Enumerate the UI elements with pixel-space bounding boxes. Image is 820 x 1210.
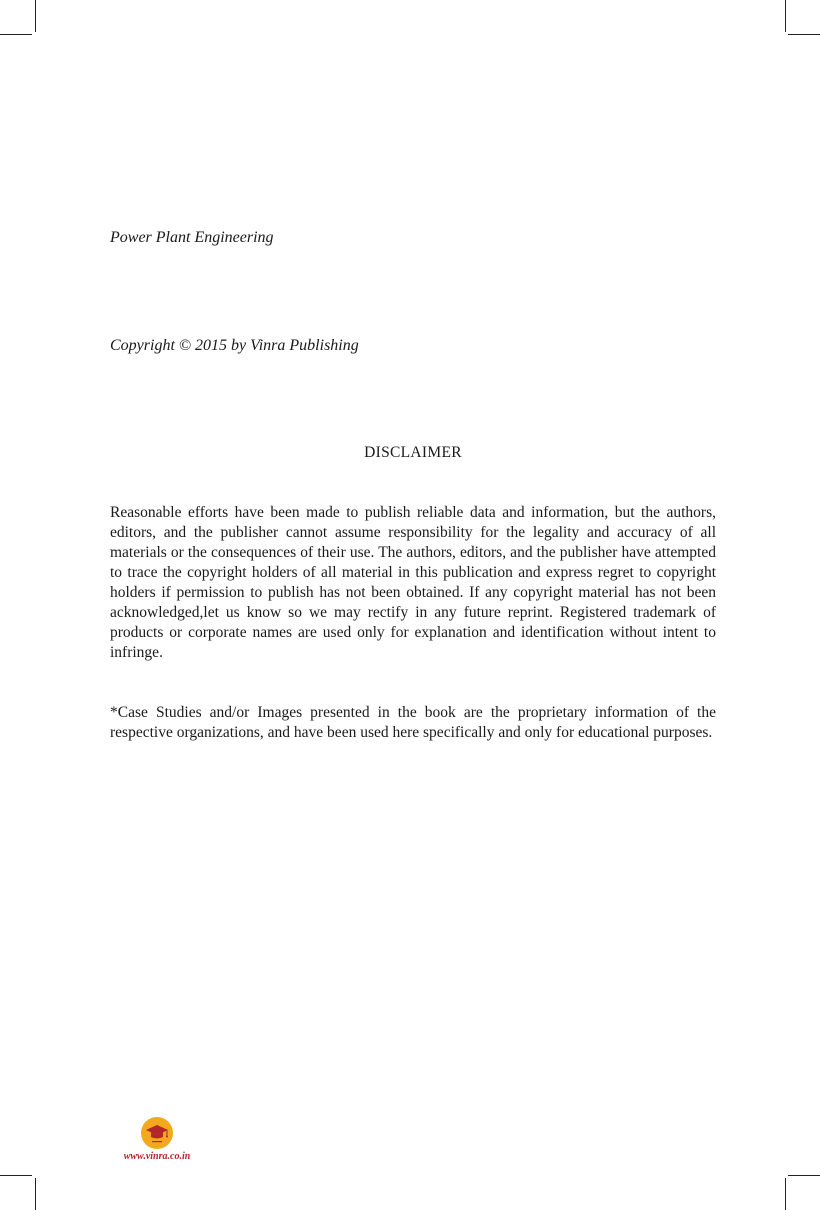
copyright-notice: Copyright © 2015 by Vinra Publishing [110, 337, 359, 354]
crop-mark-top-right-horizontal [788, 34, 820, 35]
crop-mark-bottom-right-vertical [785, 1178, 786, 1210]
disclaimer-heading: DISCLAIMER [364, 444, 462, 461]
graduation-cap-icon [141, 1117, 173, 1149]
book-title: Power Plant Engineering [110, 229, 274, 246]
crop-mark-top-right-vertical [785, 0, 786, 32]
crop-mark-bottom-right-horizontal [788, 1175, 820, 1176]
crop-mark-bottom-left-horizontal [0, 1175, 32, 1176]
crop-mark-top-left-vertical [35, 0, 36, 32]
case-studies-note: *Case Studies and/or Images presented in the book are the proprietary information of the respective organizations, and have been used here specifically and only for educational purposes. [110, 704, 716, 741]
crop-mark-bottom-left-vertical [35, 1178, 36, 1210]
publisher-website: www.vinra.co.in [123, 1151, 191, 1162]
crop-mark-top-left-horizontal [0, 34, 32, 35]
disclaimer-paragraph: Reasonable efforts have been made to publish reliable data and information, but the authors, editors, and the publisher cannot assume responsibility for the legality and accuracy of all materials or the consequences of their use. The authors, editors, and the publisher have attempted to trace the copyright holders of all material in this publication and express regret to copyright holders if permission to publish has not been obtained. If any copyright material has not been acknowledged,let us know so we may rectify in any future reprint. Registered trademark of products or corporate names are used only for explanation and identification without intent to infringe. [110, 504, 716, 661]
publisher-logo [141, 1117, 173, 1149]
